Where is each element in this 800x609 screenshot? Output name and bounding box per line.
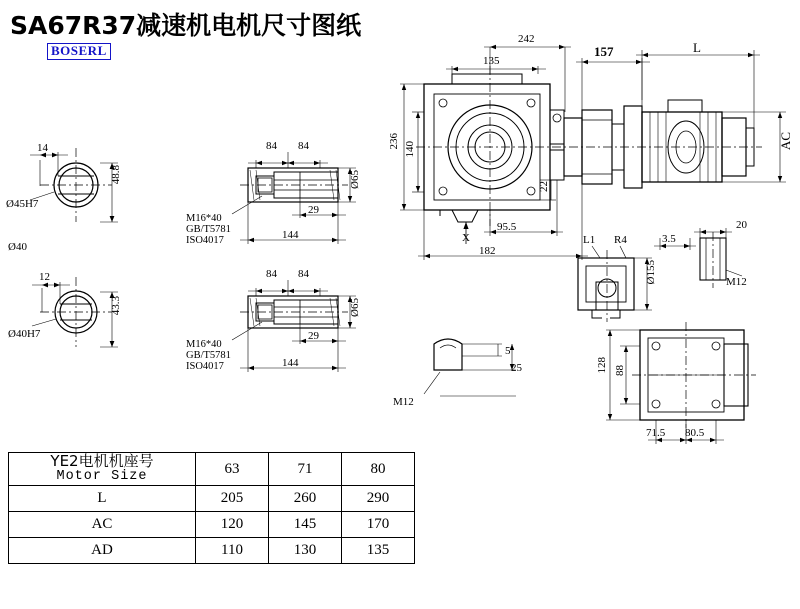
table-cell-ac-80: 170 (342, 512, 415, 538)
dim-m12-right: M12 (726, 276, 747, 288)
dim-dia-155: Ø155 (645, 260, 657, 285)
table-row-label-l: L (9, 486, 196, 512)
dim-shaft-bottom-dia: Ø65 (349, 298, 361, 317)
dim-m12-bottom: M12 (393, 396, 414, 408)
table-cell-ad-80: 135 (342, 538, 415, 564)
dim-left-top-height: 48.8 (110, 165, 122, 185)
dim-left-top-shaft-dia2: Ø40 (8, 241, 27, 253)
brand-logo: BOSERL (47, 43, 111, 60)
table-header-en: Motor Size (56, 469, 148, 484)
dim-182: 182 (479, 245, 496, 257)
dim-left-top-shaft-dia: Ø45H7 (6, 198, 39, 210)
dim-128: 128 (596, 357, 608, 374)
dim-20: 20 (736, 219, 747, 231)
dim-242: 242 (518, 33, 535, 45)
table-cell-l-80: 290 (342, 486, 415, 512)
dim-left-top-width: 14 (37, 142, 48, 154)
note-thread-top-3: ISO4017 (186, 235, 224, 246)
table-size-63: 63 (196, 453, 269, 486)
note-thread-top-1: M16*40 (186, 213, 222, 224)
table-cell-l-63: 205 (196, 486, 269, 512)
dim-shaft-bottom-key-b: 84 (298, 268, 309, 280)
table-row-label-ad: AD (9, 538, 196, 564)
dim-shaft-top-total: 144 (282, 229, 299, 241)
dim-140: 140 (404, 141, 416, 158)
dim-left-bottom-width: 12 (39, 271, 50, 283)
dim-3-5: 3.5 (662, 233, 676, 245)
table-row (9, 486, 415, 512)
table-cell-ad-71: 130 (269, 538, 342, 564)
dim-L: L (693, 40, 701, 55)
table-cell-ac-71: 145 (269, 512, 342, 538)
dim-shaft-bottom-total: 144 (282, 357, 299, 369)
dim-AC: AC (778, 132, 793, 151)
dim-95-5: 95.5 (497, 221, 517, 233)
dim-80-5: 80.5 (685, 427, 705, 439)
table-cell-ac-63: 120 (196, 512, 269, 538)
table-size-80: 80 (342, 453, 415, 486)
dim-R4: R4 (614, 234, 627, 246)
table-header-cn: YE2电机机座号 (50, 452, 154, 470)
dim-shaft-top-key-a: 84 (266, 140, 277, 152)
table-row (9, 538, 415, 564)
dim-shaft-top-dia: Ø65 (349, 170, 361, 189)
table-row (9, 512, 415, 538)
motor-size-table (8, 452, 415, 564)
dim-shaft-top-key-b: 84 (298, 140, 309, 152)
table-header-row (9, 453, 415, 486)
note-thread-bottom-3: ISO4017 (186, 361, 224, 372)
note-thread-bottom-2: GB/T5781 (186, 350, 231, 361)
dim-shaft-bottom-len: 29 (308, 330, 319, 342)
dim-shaft-top-len: 29 (308, 204, 319, 216)
mark-x: X (462, 232, 470, 244)
table-size-71: 71 (269, 453, 342, 486)
dim-22: 22 (538, 181, 550, 192)
dim-L1: L1 (583, 234, 596, 246)
table-cell-l-71: 260 (269, 486, 342, 512)
dim-5: 5 (505, 345, 511, 357)
dim-236: 236 (388, 133, 400, 150)
note-thread-top-2: GB/T5781 (186, 224, 231, 235)
table-cell-ad-63: 110 (196, 538, 269, 564)
dim-71-5: 71.5 (646, 427, 666, 439)
dim-88: 88 (614, 365, 626, 376)
dim-shaft-bottom-key-a: 84 (266, 268, 277, 280)
page-title: SA67R37减速机电机尺寸图纸 (10, 11, 362, 40)
dim-left-bottom-height: 43.3 (110, 296, 122, 316)
note-thread-bottom-1: M16*40 (186, 339, 222, 350)
dim-157: 157 (594, 44, 614, 59)
table-row-label-ac: AC (9, 512, 196, 538)
dim-25: 25 (511, 362, 522, 374)
dim-135: 135 (483, 55, 500, 67)
table-header-label (9, 453, 196, 486)
dim-left-bottom-shaft-dia: Ø40H7 (8, 328, 41, 340)
